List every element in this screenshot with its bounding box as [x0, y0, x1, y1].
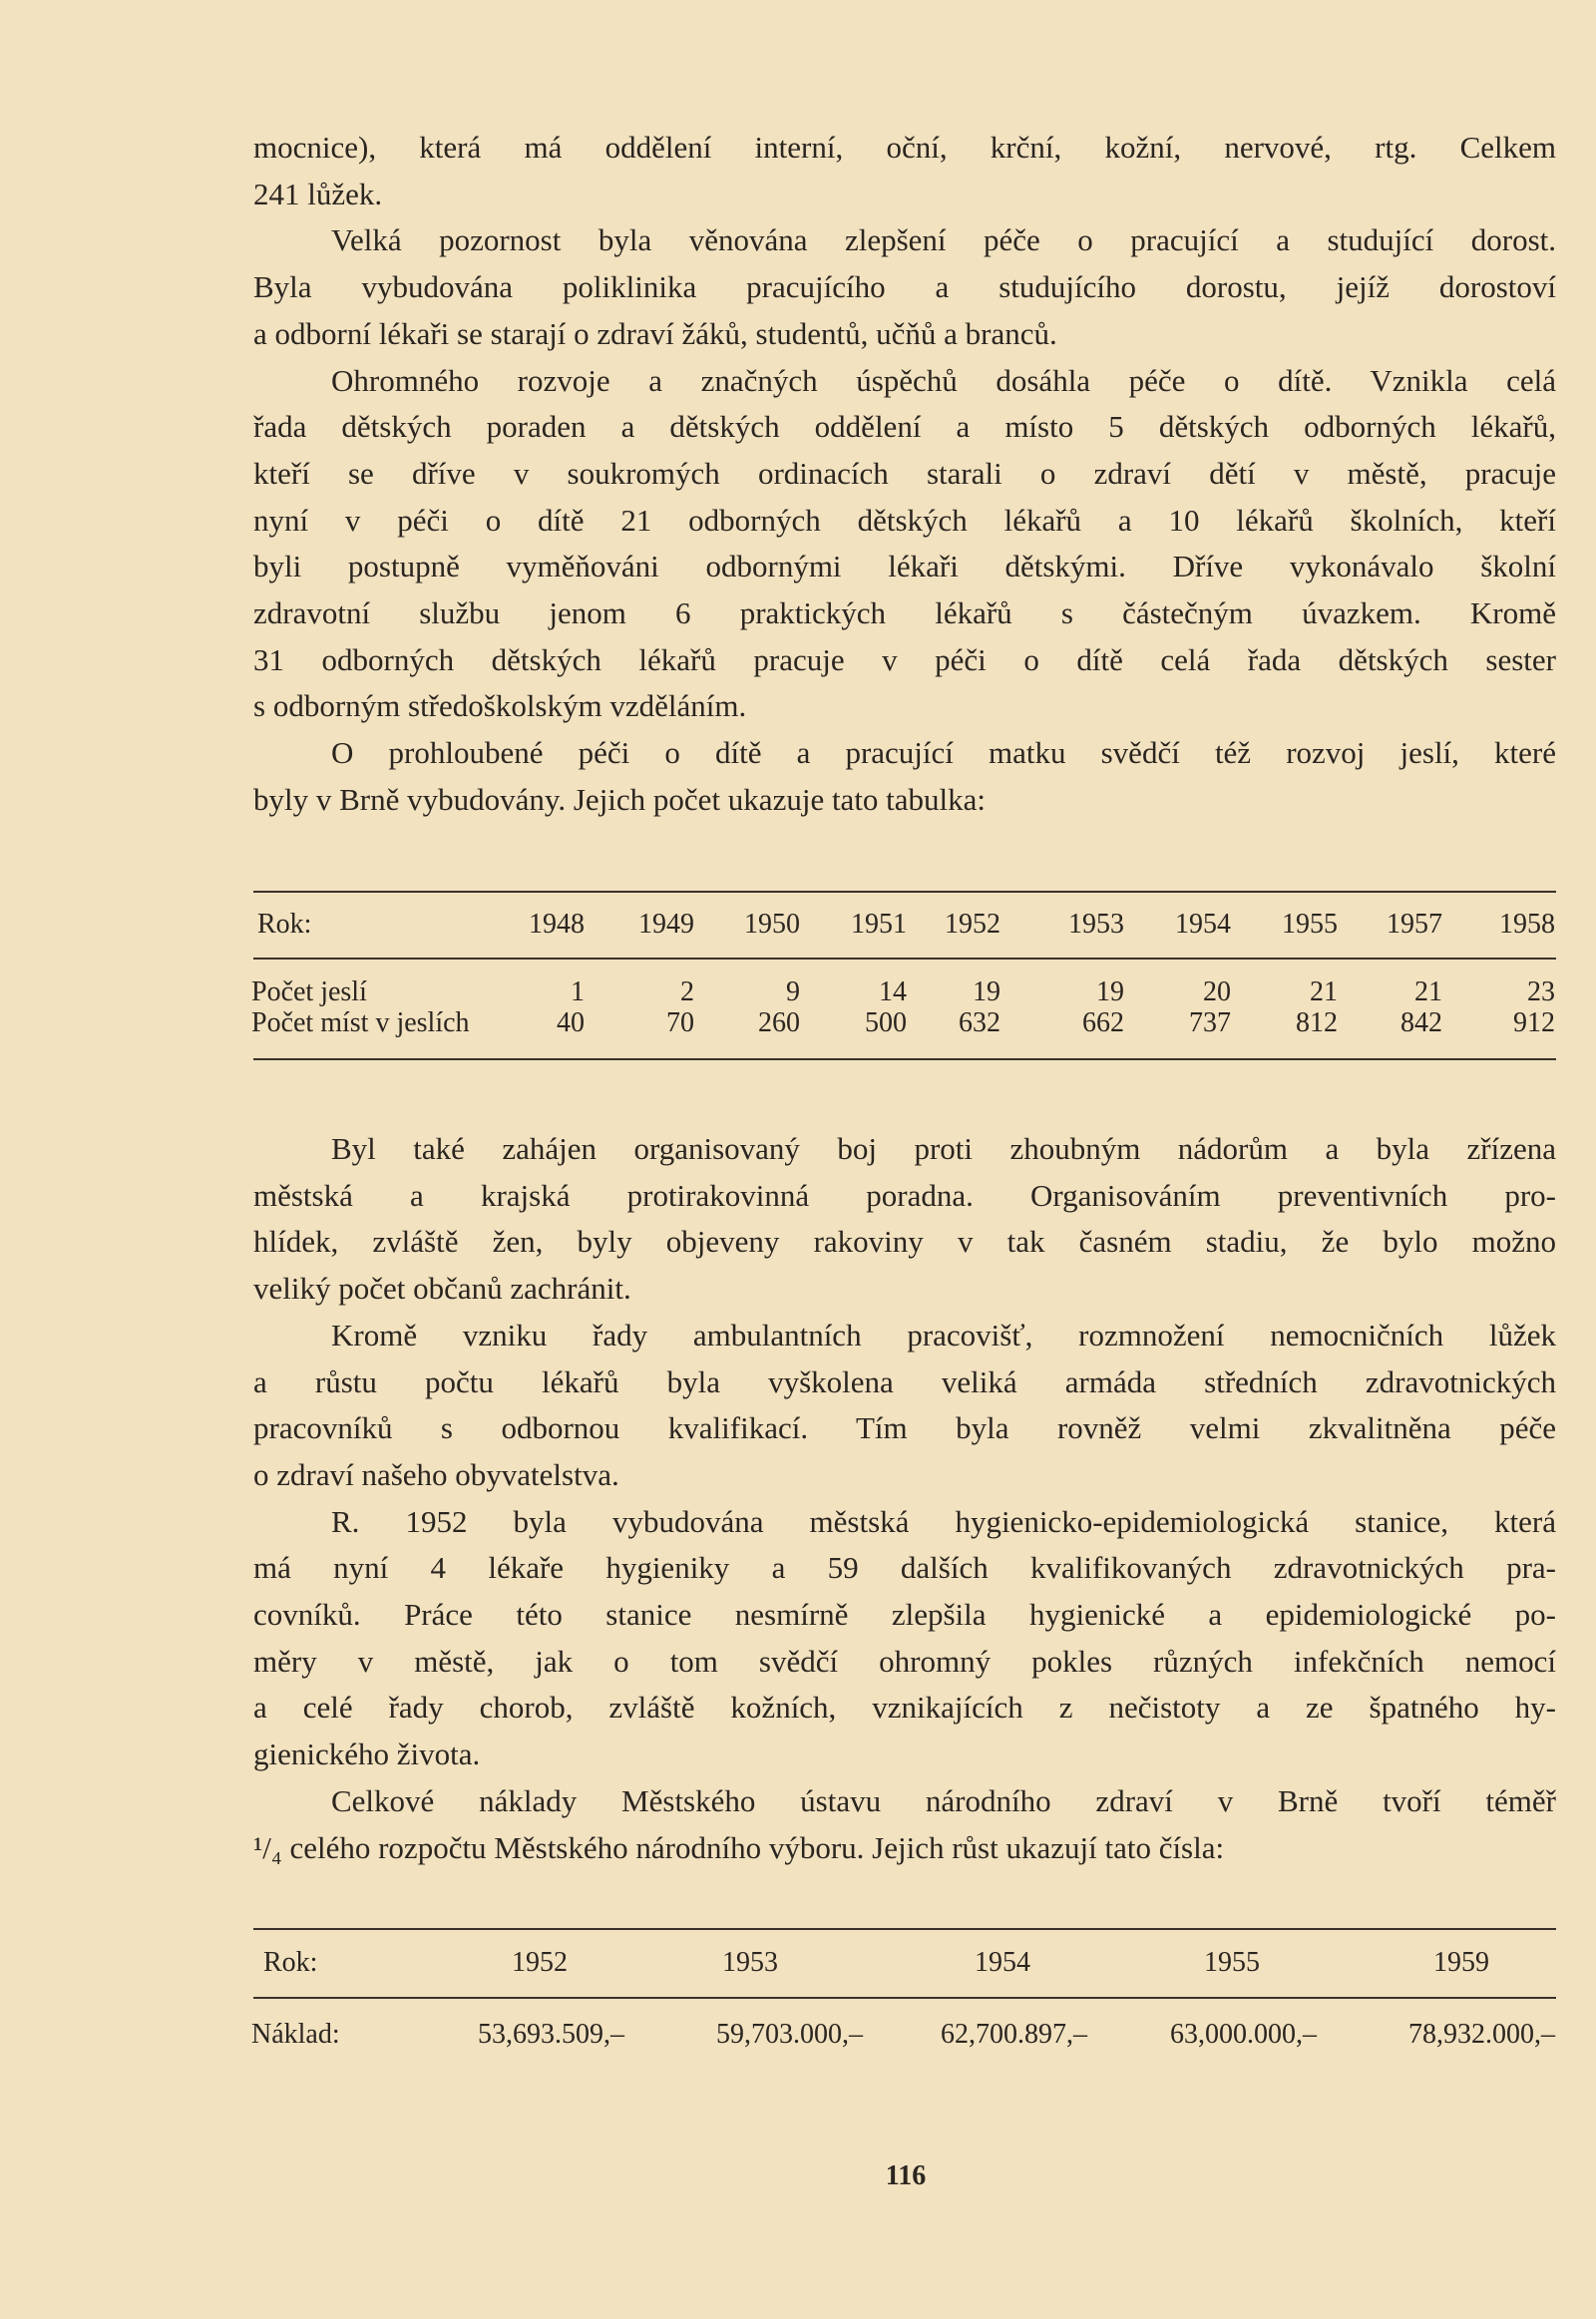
text-line: byli postupně vyměňováni odbornými lékaři dětskými. Dříve vykonávalo školní — [253, 549, 1556, 583]
text-line: Celkové náklady Městského ústavu národního zdraví v Brně tvoří téměř — [331, 1783, 1556, 1818]
text-line: měry v městě, jak o tom svědčí ohromný pokles různých infekčních nemocí — [253, 1644, 1556, 1679]
table-cell: 14 — [879, 976, 907, 1007]
table-rule — [253, 891, 1556, 893]
text-line: Byla vybudována poliklinika pracujícího a studujícího dorostu, jejíž dorostoví — [253, 269, 1556, 304]
text-line: covníků. Práce této stanice nesmírně zlepšila hygienické a epidemiologické po- — [253, 1597, 1556, 1632]
table-rule — [253, 1058, 1556, 1060]
table-row-label: Náklad: — [251, 2019, 340, 2050]
table-header-year: 1951 — [851, 909, 907, 940]
text-line: R. 1952 byla vybudována městská hygienicko-epidemiologická stanice, která — [331, 1504, 1556, 1539]
table-rule — [253, 958, 1556, 960]
table-header-year: 1955 — [1204, 1947, 1260, 1978]
table-rule — [253, 1997, 1556, 1999]
table-cell: 40 — [557, 1007, 585, 1038]
text-line: byly v Brně vybudovány. Jejich počet ukazuje tato tabulka: — [253, 782, 987, 817]
table-cell: 70 — [666, 1007, 694, 1038]
table-cell: 19 — [973, 976, 1000, 1007]
text-line: řada dětských poraden a dětských oddělení a místo 5 dětských odborných lékařů, — [253, 409, 1556, 444]
text-line: městská a krajská protirakovinná poradna. Organisováním preventivních pro- — [253, 1178, 1556, 1213]
table-header-year: 1953 — [722, 1947, 778, 1978]
table-row-label: Počet míst v jeslích — [251, 1007, 470, 1038]
page-number: 116 — [885, 2160, 927, 2191]
text-line: ¹/₄ celého rozpočtu Městského národního výboru. Jejich růst ukazují tato čísla: — [253, 1830, 1225, 1865]
table-cell: 9 — [786, 976, 800, 1007]
text-line: a odborní lékaři se starají o zdraví žáků, studentů, učňů a branců. — [253, 316, 1057, 351]
text-line: O prohloubené péči o dítě a pracující matku svědčí též rozvoj jeslí, které — [331, 735, 1556, 770]
table-header-year: 1948 — [529, 909, 585, 940]
text-line: gienického života. — [253, 1737, 481, 1771]
table-cell: 842 — [1400, 1007, 1442, 1038]
table-cell: 632 — [959, 1007, 1000, 1038]
table-header-year: 1954 — [975, 1947, 1030, 1978]
table-cell: 53,693.509,– — [478, 2019, 624, 2050]
text-line: hlídek, zvláště žen, byly objeveny rakoviny v tak časném stadiu, že bylo možno — [253, 1224, 1556, 1259]
text-line: Velká pozornost byla věnována zlepšení péče o pracující a studující dorost. — [331, 222, 1556, 257]
text-line: a růstu počtu lékařů byla vyškolena veliká armáda středních zdravotnických — [253, 1364, 1556, 1399]
table-header-year: 1952 — [945, 909, 1000, 940]
table-cell: 23 — [1527, 976, 1555, 1007]
table-cell: 21 — [1310, 976, 1338, 1007]
text-line: 241 lůžek. — [253, 177, 383, 211]
text-line: s odborným středoškolským vzděláním. — [253, 688, 747, 723]
table-header-year: 1949 — [638, 909, 694, 940]
table-header-year: 1955 — [1282, 909, 1338, 940]
table-cell: 63,000.000,– — [1170, 2019, 1317, 2050]
text-line: o zdraví našeho obyvatelstva. — [253, 1457, 619, 1492]
text-line: 31 odborných dětských lékařů pracuje v péči o dítě celá řada dětských sester — [253, 642, 1556, 677]
table-cell: 260 — [758, 1007, 800, 1038]
text-line: Ohromného rozvoje a značných úspěchů dosáhla péče o dítě. Vznikla celá — [331, 363, 1556, 398]
text-line: mocnice), která má oddělení interní, oční, krční, kožní, nervové, rtg. Celkem — [253, 130, 1556, 165]
table-cell: 62,700.897,– — [941, 2019, 1087, 2050]
text-line: má nyní 4 lékaře hygieniky a 59 dalších kvalifikovaných zdravotnických pra- — [253, 1550, 1556, 1585]
text-line: Kromě vzniku řady ambulantních pracovišť, rozmnožení nemocničních lůžek — [331, 1318, 1556, 1353]
table-cell: 21 — [1414, 976, 1442, 1007]
text-line: nyní v péči o dítě 21 odborných dětských lékařů a 10 lékařů školních, kteří — [253, 503, 1556, 538]
table-rule — [253, 1928, 1556, 1930]
text-line: Byl také zahájen organisovaný boj proti zhoubným nádorům a byla zřízena — [331, 1131, 1556, 1166]
table-cell: 59,703.000,– — [716, 2019, 863, 2050]
table-row-label: Počet jeslí — [251, 976, 367, 1007]
text-line: kteří se dříve v soukromých ordinacích starali o zdraví dětí v městě, pracuje — [253, 456, 1556, 491]
table-cell: 662 — [1082, 1007, 1124, 1038]
table-header-year: 1958 — [1499, 909, 1555, 940]
table-cell: 78,932.000,– — [1408, 2019, 1555, 2050]
table-header-year: 1959 — [1433, 1947, 1489, 1978]
table-header-year: 1950 — [744, 909, 800, 940]
text-line: zdravotní službu jenom 6 praktických lékařů s částečným úvazkem. Kromě — [253, 595, 1556, 630]
table-cell: 737 — [1189, 1007, 1231, 1038]
table-cell: 19 — [1096, 976, 1124, 1007]
table-header-year: 1953 — [1068, 909, 1124, 940]
table-header-label: Rok: — [257, 909, 312, 940]
table-cell: 812 — [1296, 1007, 1338, 1038]
table-header-year: 1954 — [1175, 909, 1231, 940]
text-line: veliký počet občanů zachránit. — [253, 1271, 631, 1306]
text-line: pracovníků s odbornou kvalifikací. Tím byla rovněž velmi zkvalitněna péče — [253, 1410, 1556, 1445]
table-header-year: 1952 — [512, 1947, 568, 1978]
table-cell: 912 — [1513, 1007, 1555, 1038]
table-header-year: 1957 — [1387, 909, 1442, 940]
table-header-label: Rok: — [263, 1947, 318, 1978]
text-line: a celé řady chorob, zvláště kožních, vznikajících z nečistoty a ze špatného hy- — [253, 1690, 1556, 1725]
table-cell: 500 — [865, 1007, 907, 1038]
table-cell: 1 — [571, 976, 585, 1007]
table-cell: 2 — [680, 976, 694, 1007]
table-cell: 20 — [1203, 976, 1231, 1007]
